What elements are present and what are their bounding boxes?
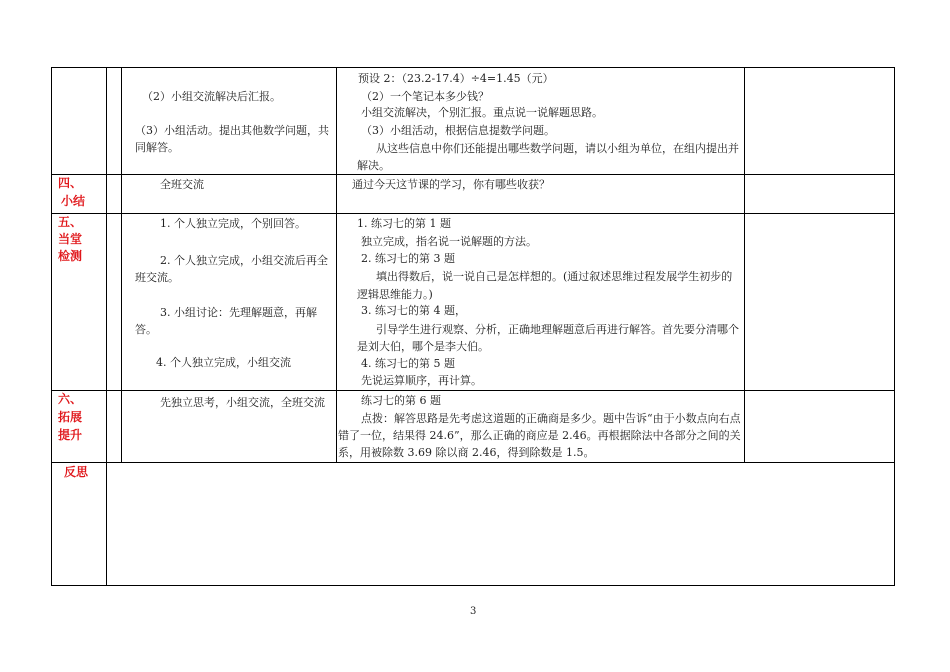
teacher-activity-2: （2）一个笔记本多少钱？ (361, 90, 489, 103)
section-label-line2: 小结 (61, 194, 86, 208)
student-activity: 先独立思考，小组交流，全班交流 (160, 396, 325, 409)
section-label-line2: 拓展 (58, 410, 83, 424)
teacher-activity-1: 1. 练习七的第 1 题 (357, 217, 451, 230)
section-label-line1: 六、 (58, 392, 83, 406)
teacher-activity-1: 练习七的第 6 题 (361, 394, 441, 407)
student-activity: 全班交流 (160, 178, 204, 191)
teacher-activity-4: （3）小组活动，根据信息提数学问题。 (361, 124, 555, 137)
teacher-activity-2: 独立完成，指名说一说解题的方法。 (361, 235, 537, 248)
section-label-line3: 检测 (58, 249, 83, 263)
teacher-activity-5: 3. 练习七的第 4 题， (361, 304, 466, 317)
teacher-activity: 通过今天这节课的学习，你有哪些收获？ (352, 178, 550, 191)
student-activity-1: （2）小组交流解决后汇报。 (142, 90, 281, 103)
teacher-activity-8: 先说运算顺序，再计算。 (361, 374, 482, 387)
teacher-activity-3: 小组交流解决，个别汇报。重点说一说解题思路。 (361, 106, 603, 119)
student-activity-1: 1. 个人独立完成，个别回答。 (160, 217, 306, 230)
student-activity-4: 4. 个人独立完成，小组交流 (156, 356, 291, 369)
student-activity-3: 3. 小组讨论：先理解题意，再解答。 (135, 306, 317, 336)
section-label-line2: 当堂 (58, 232, 83, 246)
teacher-activity-3: 2. 练习七的第 3 题 (361, 252, 455, 265)
student-activity-2: 2. 个人独立完成，小组交流后再全班交流。 (135, 254, 328, 284)
teacher-activity-2: 点拨：解答思路是先考虑这道题的正确商是多少。题中告诉“由于小数点向右点错了一位，结果得 24.6”，那么正确的商应是 2.46。再根据除法中各部分之间的关系，用被除数 3.69 除以商 2.46，得到除数是 1.5。 (338, 412, 741, 459)
reflection-label: 反思 (64, 465, 89, 479)
student-activity-2: （3）小组活动。提出其他数学问题，共同解答。 (135, 124, 329, 154)
teacher-activity-4: 填出得数后，说一说自己是怎样想的。(通过叙述思维过程发展学生初步的逻辑思维能力。) (357, 270, 733, 301)
section-label-line3: 提升 (58, 428, 83, 442)
section-label-line1: 四、 (58, 176, 83, 190)
teacher-activity-1: 预设 2：（23.2-17.4）÷4=1.45（元） (358, 72, 554, 85)
teacher-activity-7: 4. 练习七的第 5 题 (361, 357, 455, 370)
teacher-activity-5: 从这些信息中你们还能提出哪些数学问题，请以小组为单位，在组内提出并解决。 (357, 142, 739, 172)
page-number: 3 (470, 606, 477, 617)
teacher-activity-6: 引导学生进行观察、分析，正确地理解题意后再进行解答。首先要分清哪个是刘大伯，哪个是李大伯。 (357, 323, 739, 353)
section-label-line1: 五、 (58, 215, 83, 229)
